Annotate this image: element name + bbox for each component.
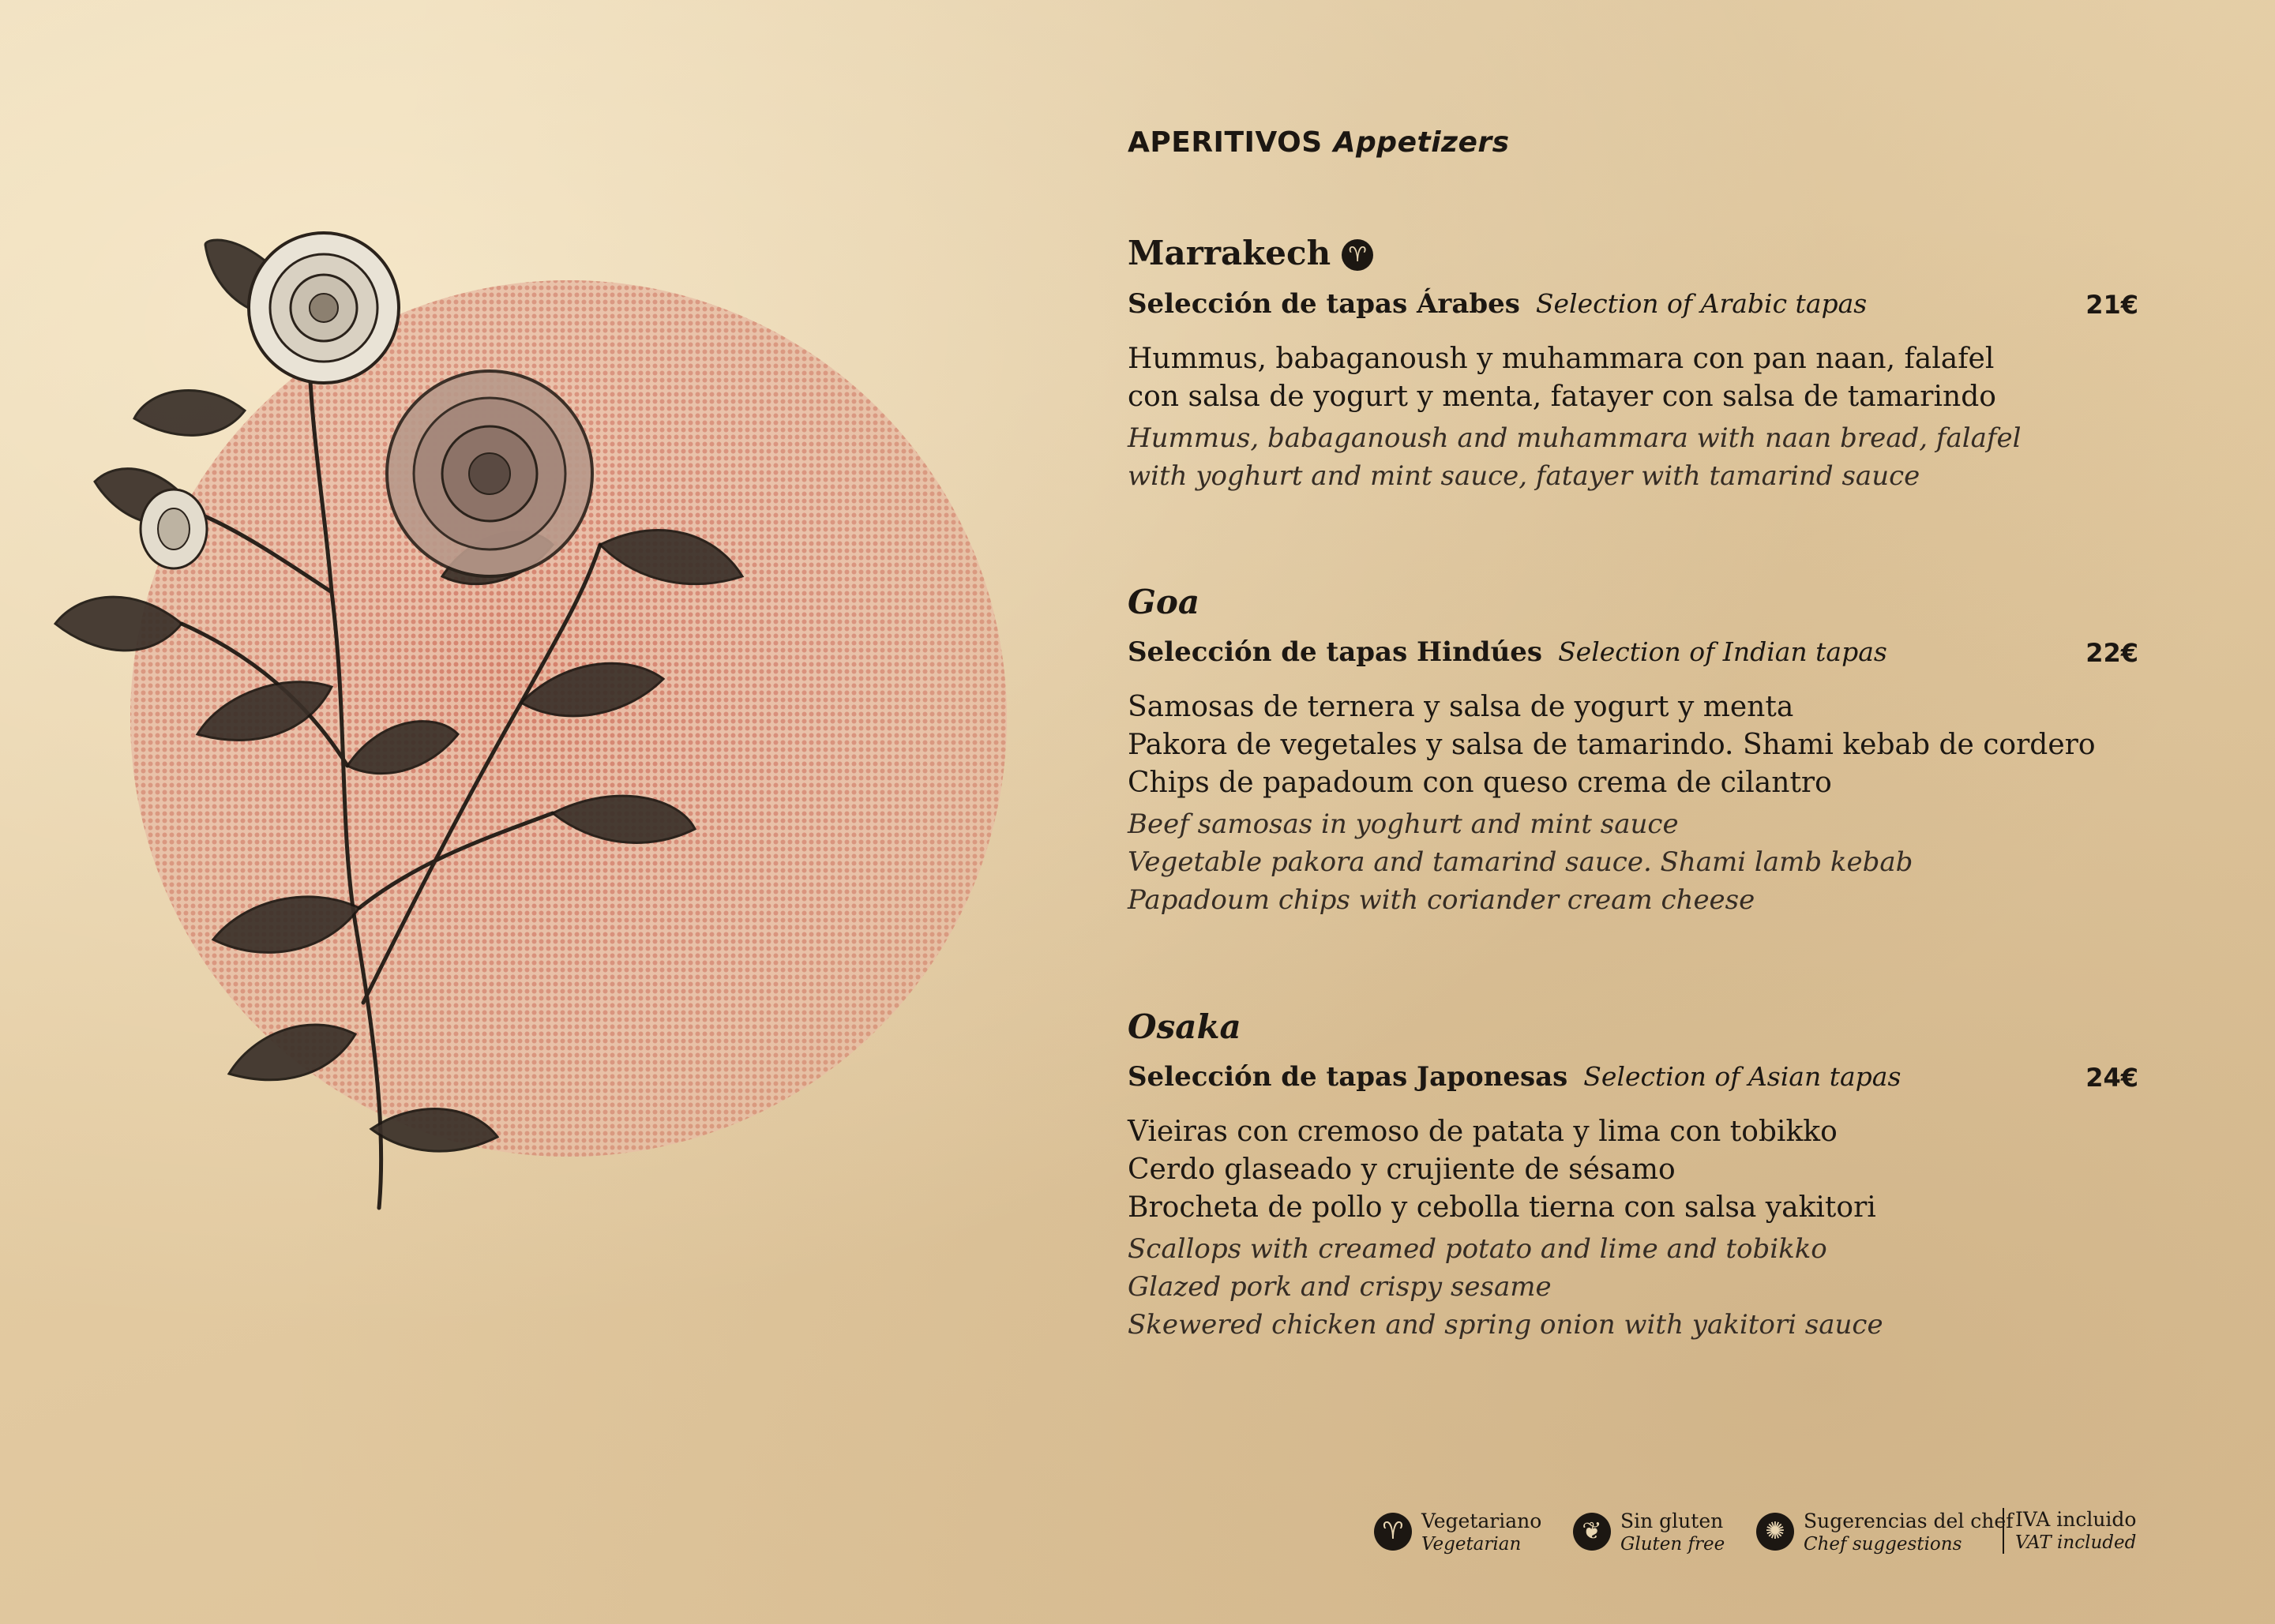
- desc-es-line: Brocheta de pollo y cebolla tierna con salsa yakitori: [1128, 1191, 1876, 1224]
- desc-en-line: Skewered chicken and spring onion with yakitori sauce: [1128, 1309, 1883, 1341]
- desc-en-line: Papadoum chips with coriander cream cheese: [1128, 884, 1755, 916]
- dish-goa: [1128, 583, 2138, 919]
- flower-illustration: [47, 213, 1074, 1240]
- vegetarian-icon: ♈: [1342, 239, 1373, 271]
- vat-label-es: IVA incluido: [2015, 1508, 2137, 1531]
- section-title-en: Appetizers: [1333, 126, 1510, 159]
- legend-label-en: Vegetarian: [1421, 1534, 1522, 1555]
- legend-label-en: Chef suggestions: [1804, 1534, 1962, 1555]
- dish-subtitle-en: Selection of Arabic tapas: [1535, 288, 1868, 319]
- dish-subtitle-row: [1128, 1061, 2138, 1096]
- desc-es-line: Hummus, babaganoush y muhammara con pan naan, falafel: [1128, 343, 1995, 375]
- vegetarian-icon: ♈: [1374, 1513, 1412, 1551]
- dish-price: 22€: [2085, 638, 2138, 668]
- desc-en-line: with yoghurt and mint sauce, fatayer with tamarind sauce: [1128, 460, 1920, 492]
- dish-subtitle-es: Selección de tapas Japonesas: [1128, 1061, 1568, 1093]
- vat-label-en: VAT included: [2015, 1532, 2137, 1553]
- desc-en-line: Hummus, babaganoush and muhammara with naan bread, falafel: [1128, 422, 2022, 454]
- dish-name-text: Osaka: [1128, 1007, 1241, 1046]
- dish-description: [1128, 1113, 2138, 1344]
- desc-es-line: Pakora de vegetales y salsa de tamarindo. Shami kebab de cordero: [1128, 729, 2096, 761]
- legend-label-es: Sin gluten: [1620, 1510, 1724, 1532]
- desc-es-line: con salsa de yogurt y menta, fatayer con salsa de tamarindo: [1128, 381, 1996, 413]
- dish-name-text: Marrakech: [1128, 234, 1331, 272]
- desc-es-line: Vieiras con cremoso de patata y lima con tobikko: [1128, 1116, 1838, 1148]
- legend-label-es: Sugerencias del chef: [1804, 1510, 2014, 1532]
- legend-vat: [2003, 1508, 2136, 1554]
- chef-suggestion-icon: ✺: [1756, 1513, 1794, 1551]
- dish-name-text: Goa: [1128, 583, 1200, 621]
- desc-en-line: Scallops with creamed potato and lime and tobikko: [1128, 1233, 1827, 1265]
- dish-marrakech: [1128, 234, 2138, 495]
- dish-subtitle-es: Selección de tapas Árabes: [1128, 288, 1520, 320]
- dish-price: 24€: [2085, 1063, 2138, 1093]
- dish-subtitle-row: [1128, 288, 2138, 323]
- dish-price: 21€: [2085, 290, 2138, 320]
- desc-es-line: Samosas de ternera y salsa de yogurt y menta: [1128, 691, 1794, 723]
- gluten-free-icon: ❦: [1573, 1513, 1611, 1551]
- dish-osaka: [1128, 1007, 2138, 1344]
- legend: [1374, 1508, 2140, 1555]
- dish-name: [1128, 583, 2138, 621]
- section-title: [1128, 126, 1510, 159]
- legend-text: [1620, 1510, 1725, 1555]
- dish-subtitle-es: Selección de tapas Hindúes: [1128, 636, 1543, 668]
- desc-es-line: Chips de papadoum con queso crema de cilantro: [1128, 767, 1832, 799]
- dish-subtitle-row: [1128, 636, 2138, 671]
- dish-subtitle-en: Selection of Indian tapas: [1558, 636, 1887, 667]
- dish-description: [1128, 688, 2138, 919]
- desc-en-line: Beef samosas in yoghurt and mint sauce: [1128, 808, 1679, 840]
- desc-en-line: Glazed pork and crispy sesame: [1128, 1271, 1552, 1303]
- desc-es-line: Cerdo glaseado y crujiente de sésamo: [1128, 1153, 1676, 1186]
- section-title-es: APERITIVOS: [1128, 126, 1323, 159]
- dish-name: [1128, 1007, 2138, 1046]
- legend-label-es: Vegetariano: [1421, 1510, 1542, 1532]
- dish-subtitle-en: Selection of Asian tapas: [1583, 1061, 1901, 1092]
- legend-text: [1804, 1510, 2013, 1555]
- legend-text: [1421, 1510, 1541, 1555]
- desc-en-line: Vegetable pakora and tamarind sauce. Shami lamb kebab: [1128, 846, 1913, 878]
- dish-name: [1128, 234, 2138, 272]
- legend-label-en: Gluten free: [1620, 1534, 1725, 1555]
- dish-description: [1128, 340, 2138, 495]
